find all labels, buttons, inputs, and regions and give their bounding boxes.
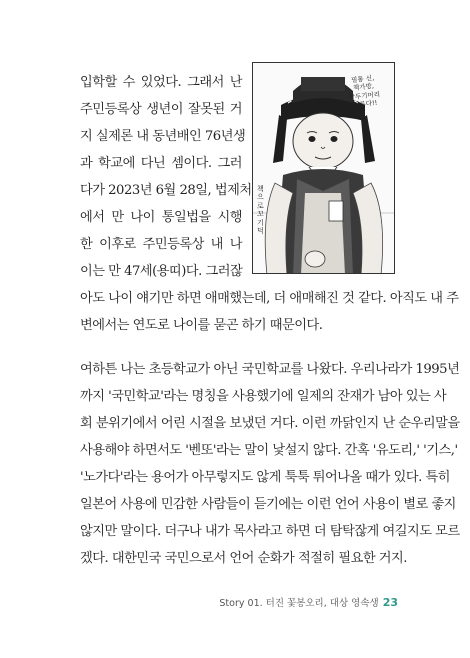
child-illustration	[252, 62, 395, 274]
text-line: 다가 2023년 6월 28일, 법제처	[80, 183, 252, 198]
text-line: 까지 '국민학교'라는 명칭을 사용했기에 일제의 잔재가 남아 있는 사	[80, 389, 447, 404]
text-line: 이는 만 47세(용띠)다. 그러잖	[80, 264, 243, 279]
text-line: 지 실제론 내 동년배인 76년생	[80, 129, 246, 144]
speech-line: 필통 신,	[350, 73, 375, 85]
text-line: 회 분위기에서 어린 시절을 보냈던 거다. 이런 까닭인지 난 순우리말을	[80, 416, 460, 431]
side-caption: 책으로 꼬기 덕	[257, 185, 264, 235]
text-line: 한 이후로 주민등록상 내 나	[80, 237, 242, 252]
speech-line: 최루다!!	[352, 99, 378, 110]
text-line: 일본어 사용에 민감한 사람들이 듣기에는 이런 언어 사용이 별로 좋지	[80, 497, 456, 512]
page-footer	[219, 595, 398, 609]
text-line: 아도 나이 얘기만 하면 애매했는데, 더 애매해진 것 같다. 아직도 내 주	[80, 291, 459, 306]
page-number: 23	[382, 596, 398, 609]
text-line: 과 학교에 다닌 셈이다. 그러	[80, 156, 242, 171]
speech-line: 깍두기머리	[348, 90, 381, 102]
text-line: 여하튼 나는 초등학교가 아닌 국민학교를 나왔다. 우리나라가 1995년	[80, 362, 460, 377]
text-line: '노가다'라는 용어가 아무렇지도 않게 툭툭 튀어나올 때가 있다. 특히	[80, 470, 450, 485]
text-line: 않지만 말이다. 더구나 내가 목사라고 하면 더 탐탁잖게 여길지도 모르	[80, 524, 460, 539]
text-line: 주민등록상 생년이 잘못된 거	[80, 102, 242, 117]
text-line: 겠다. 대한민국 국민으로서 언어 순화가 적절히 필요한 거지.	[80, 551, 407, 566]
text-line: 사용해야 하면서도 '벤또'라는 말이 낯설지 않다. 간혹 '유도리,' '기스,'	[80, 443, 458, 458]
story-label: Story 01. 터진 꽃봉오리, 대상 영속생	[219, 598, 379, 609]
text-line: 변에서는 연도로 나이를 묻곤 하기 때문이다.	[80, 318, 323, 333]
speech-note	[338, 73, 389, 112]
text-line: 입학할 수 있었다. 그래서 난	[80, 75, 242, 90]
text-line: 에서 만 나이 통일법을 시행	[80, 210, 242, 225]
speech-line: 책가방,	[352, 82, 375, 93]
